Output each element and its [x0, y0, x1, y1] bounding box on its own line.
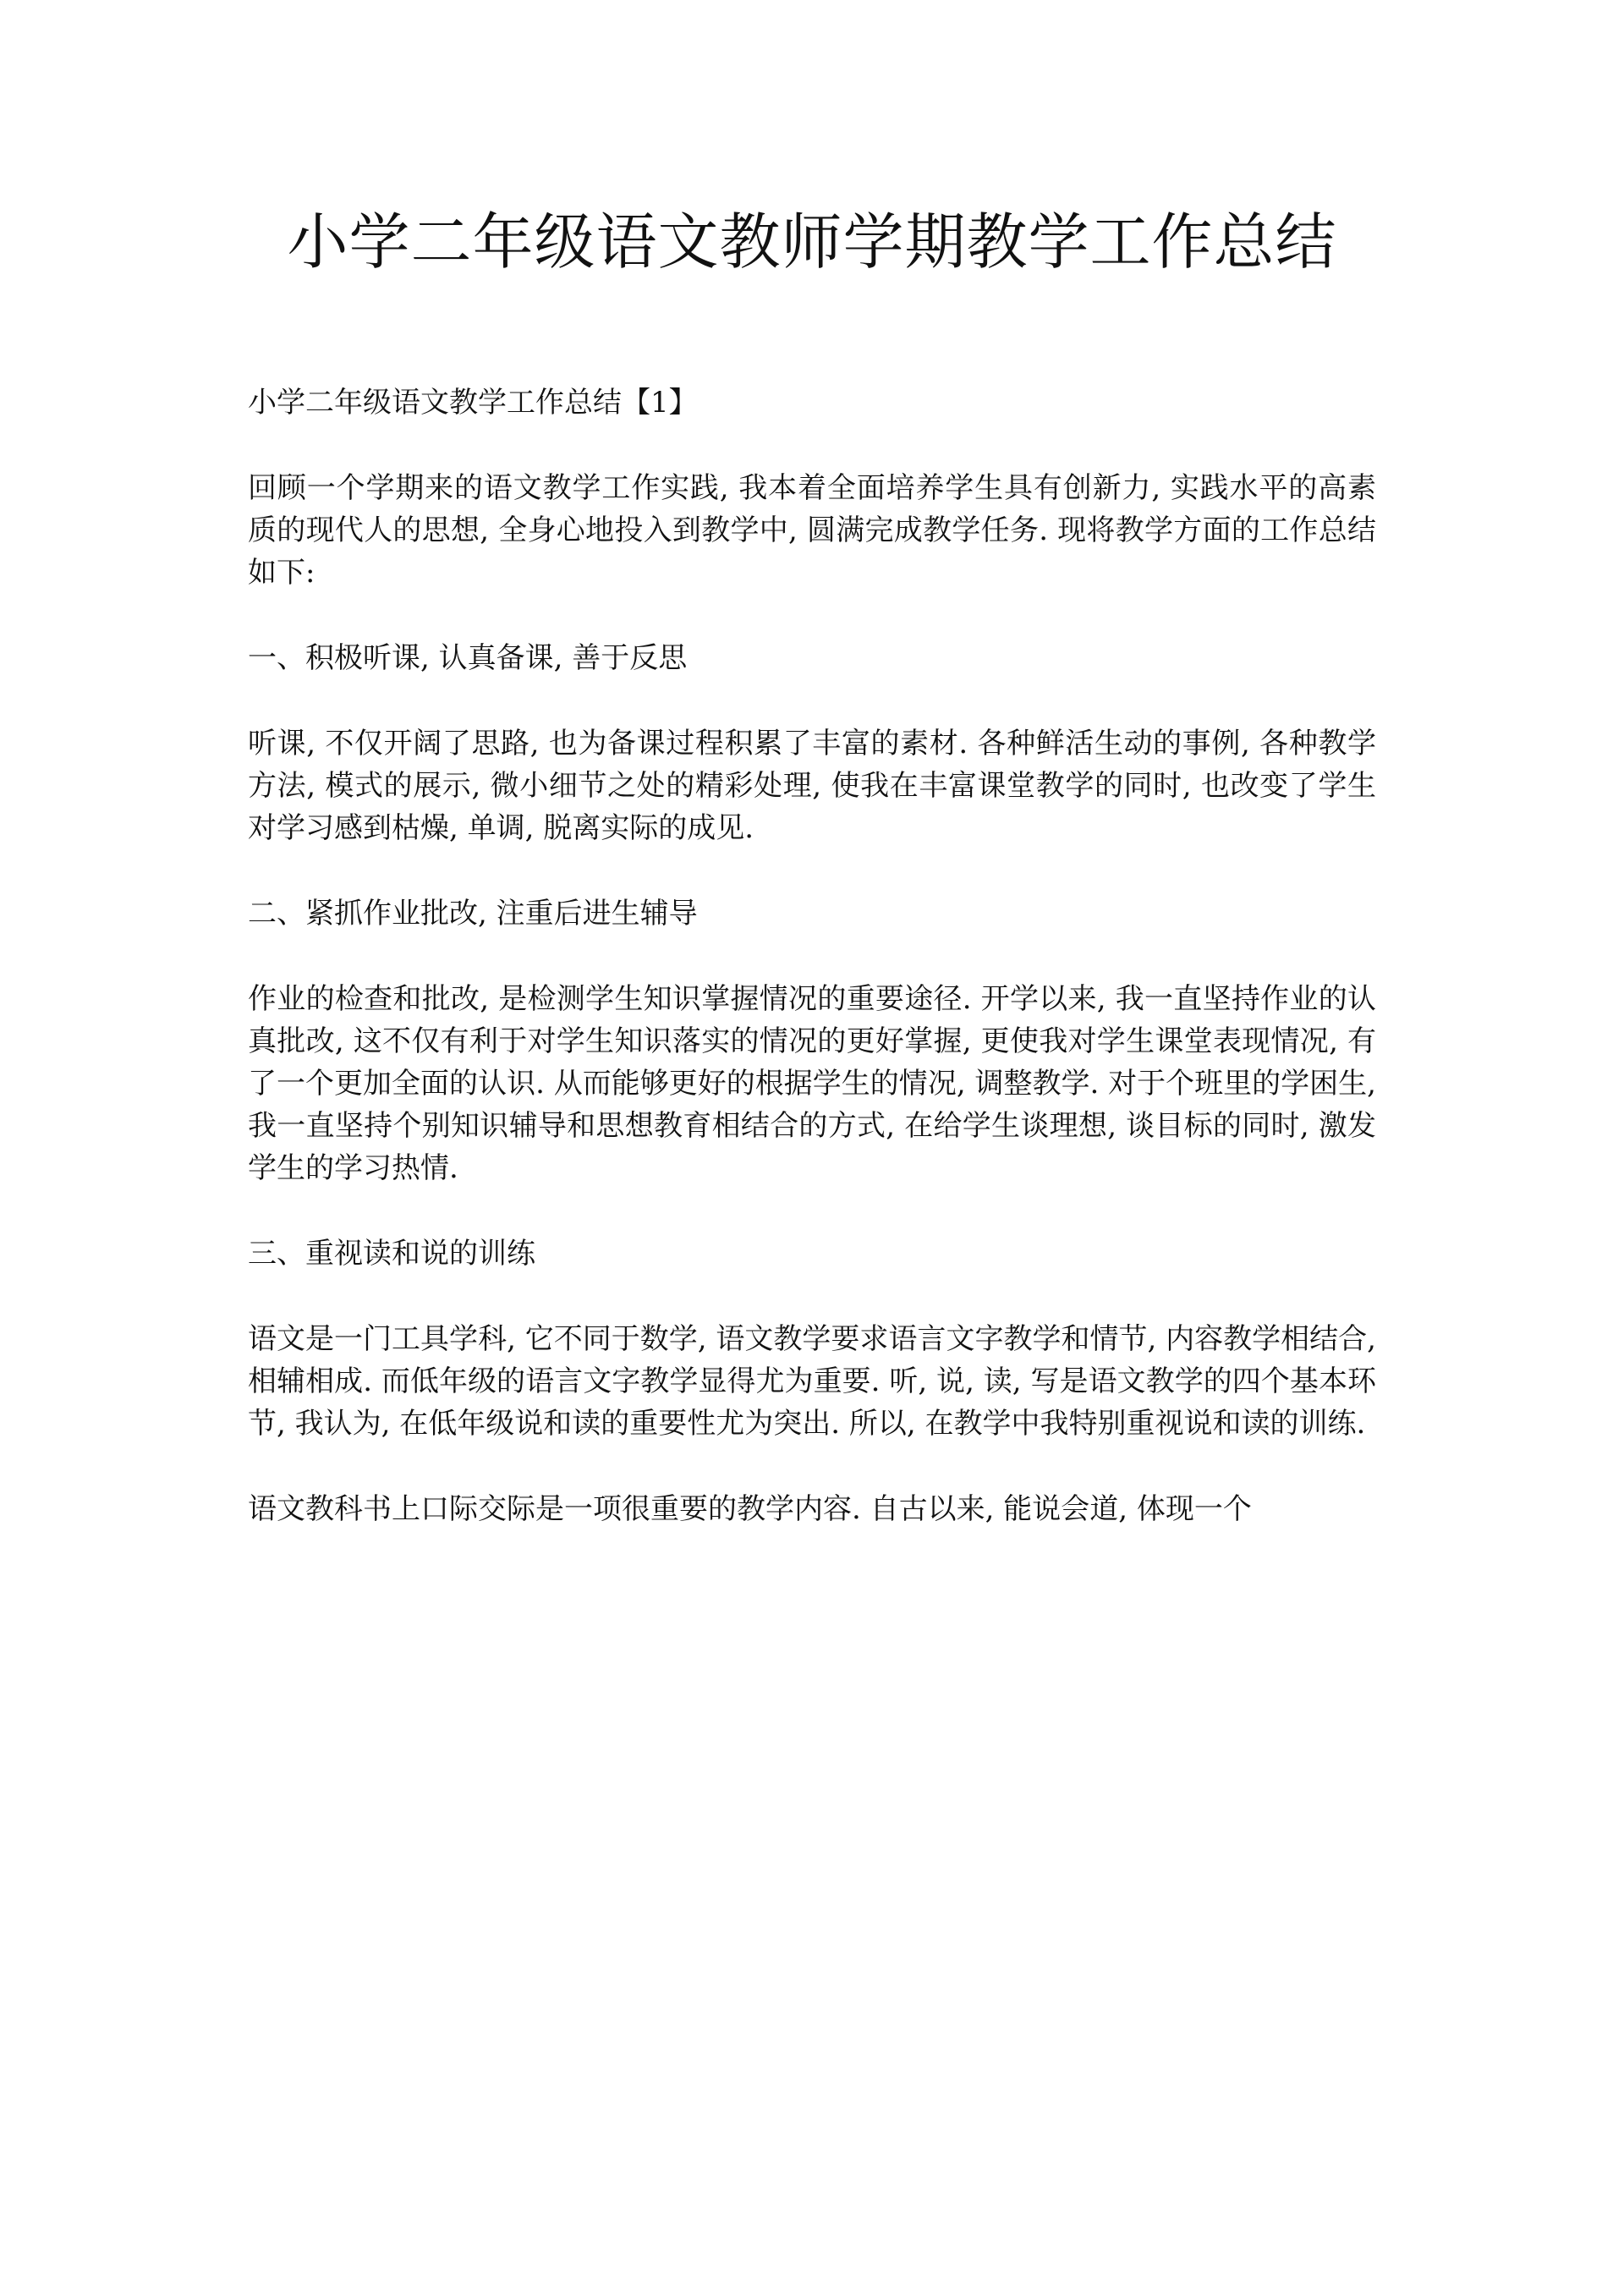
paragraph-intro: 回顾一个学期来的语文教学工作实践, 我本着全面培养学生具有创新力, 实践水平的高素质的现代人的思想, 全身心地投入到教学中, 圆满完成教学任务. 现将教学方面的工作总结如下:: [248, 471, 1376, 590]
section-heading-summary-1: 小学二年级语文教学工作总结【1】: [248, 386, 698, 420]
section-heading-1: 一、积极听课, 认真备课, 善于反思: [248, 641, 688, 675]
paragraph-reading-speaking: 语文是一门工具学科, 它不同于数学, 语文教学要求语言文字教学和情节, 内容教学相结合, 相辅相成. 而低年级的语言文字教学显得尤为重要. 听, 说, 读, 写是语文教学的四个基本环节, 我认为, 在低年级说和读的重要性尤为突出. 所以, 在教学中我特别重视说和读的训练.: [248, 1322, 1376, 1441]
section-heading-3: 三、重视读和说的训练: [248, 1237, 535, 1271]
paragraph-lesson-observation: 听课, 不仅开阔了思路, 也为备课过程积累了丰富的素材. 各种鲜活生动的事例, 各种教学方法, 模式的展示, 微小细节之处的精彩处理, 使我在丰富课堂教学的同时, 也改变了学生对学习感到枯燥, 单调, 脱离实际的成见.: [248, 727, 1376, 845]
paragraph-oral-communication: 语文教科书上口际交际是一项很重要的教学内容. 自古以来, 能说会道, 体现一个: [248, 1492, 1252, 1526]
paragraph-homework-correction: 作业的检查和批改, 是检测学生知识掌握情况的重要途径. 开学以来, 我一直坚持作业的认真批改, 这不仅有利于对学生知识落实的情况的更好掌握, 更使我对学生课堂表现情况, 有了一个更加全面的认识. 从而能够更好的根据学生的情况, 调整教学. 对于个班里的学困生, 我一直坚持个别知识辅导和思想教育相结合的方式, 在给学生谈理想, 谈目标的同时, 激发学生的学习热情.: [248, 982, 1376, 1185]
section-heading-2: 二、紧抓作业批改, 注重后进生辅导: [248, 897, 698, 931]
document-body: [248, 382, 1376, 1573]
document-title: 小学二年级语文教师学期教学工作总结: [287, 206, 1337, 277]
